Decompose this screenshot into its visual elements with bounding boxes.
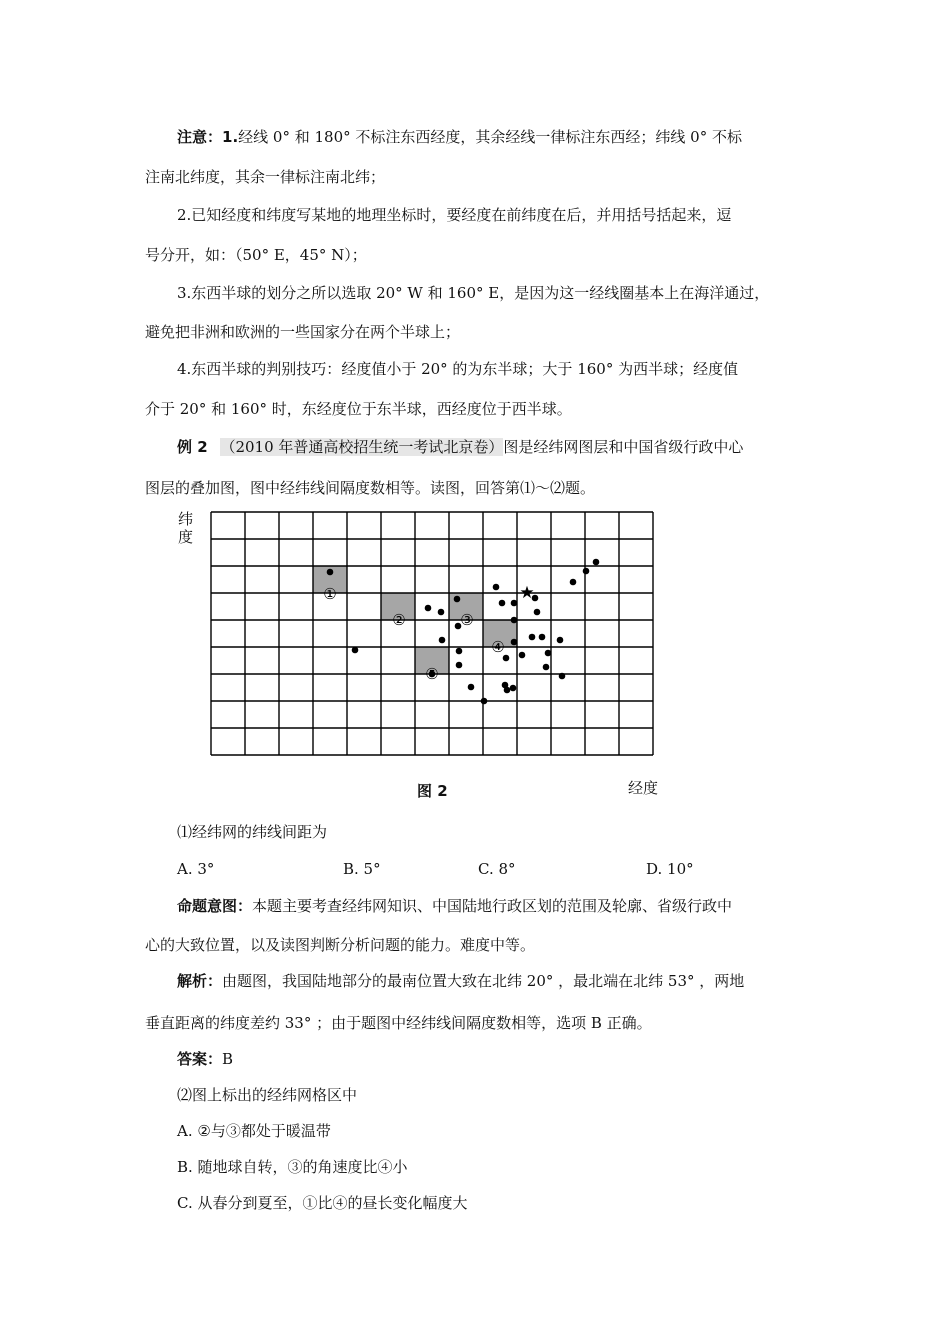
capital-dot [511, 600, 518, 607]
capital-dot [439, 637, 446, 644]
analysis-text: 由题图，我国陆地部分的最南位置大致在北纬 20° ，最北端在北纬 53° ，两地 [222, 972, 745, 990]
capital-star-icon: ★ [519, 583, 535, 603]
example-label: 例 2 [177, 438, 208, 456]
capital-dot [557, 637, 564, 644]
capital-dot [481, 698, 488, 705]
analysis-line-1 [177, 971, 744, 991]
answer-label: 答案： [177, 1050, 223, 1068]
capital-dot [499, 600, 506, 607]
q2-stem: ⑵图上标出的经纬网格区中 [177, 1086, 358, 1104]
note-4-line-2: 介于 20° 和 160° 时，东经度位于东半球，西经度位于西半球。 [145, 400, 572, 418]
capital-dot [327, 569, 334, 576]
note-1-number: 1. [222, 128, 239, 146]
note-1-line-1 [177, 127, 742, 147]
region-label-3: ③ [460, 611, 474, 629]
intent-line-2: 心的大致位置，以及读图判断分析问题的能力。难度中等。 [145, 936, 536, 954]
grid-lines [211, 512, 653, 755]
capital-dot [539, 634, 546, 641]
capital-dot [529, 634, 536, 641]
capital-dot [352, 647, 359, 654]
note-2-line-1: 2.已知经度和纬度写某地的地理坐标时，要经度在前纬度在后，并用括号括起来，逗 [177, 206, 732, 224]
note-1-line-2: 注南北纬度，其余一律标注南北纬； [145, 168, 386, 186]
q2-option-c: C. 从春分到夏至，①比④的昼长变化幅度大 [177, 1194, 468, 1212]
answer-value: B [222, 1050, 234, 1068]
capital-dot [534, 609, 541, 616]
region-label-4: ④ [491, 638, 505, 656]
note-label: 注意： [177, 128, 223, 146]
intent-line-1 [177, 896, 732, 916]
region-label-5: ⑤ [425, 665, 439, 683]
intent-text: 本题主要考查经纬网知识、中国陆地行政区划的范围及轮廓、省级行政中 [252, 897, 733, 915]
intent-label: 命题意图： [177, 897, 253, 915]
capital-dot [468, 684, 475, 691]
capital-dot [543, 664, 550, 671]
capital-dot [454, 596, 461, 603]
example-line-2: 图层的叠加图，图中经纬线间隔度数相等。读图，回答第⑴～⑵题。 [145, 479, 596, 497]
capital-dot [504, 687, 511, 694]
q1-option-a: A. 3° [177, 860, 215, 878]
capital-dot [583, 568, 590, 575]
capital-dot [510, 685, 517, 692]
note-4-line-1: 4.东西半球的判别技巧：经度值小于 20° 的为东半球；大于 160° 为西半球；经度值 [177, 360, 739, 378]
capital-dot [438, 609, 445, 616]
capital-dot [519, 652, 526, 659]
graticule-figure [170, 505, 670, 775]
capital-dot [559, 673, 566, 680]
y-axis-label-2: 度 [178, 528, 194, 546]
note-3-line-2: 避免把非洲和欧洲的一些国家分在两个半球上； [145, 323, 461, 341]
region-label-2: ② [392, 611, 406, 629]
capital-dot [593, 559, 600, 566]
capital-dot [493, 584, 500, 591]
q1-stem: ⑴经纬网的纬线间距为 [177, 823, 328, 841]
q1-option-c: C. 8° [478, 860, 516, 878]
capital-dots [327, 559, 600, 705]
region-label-1: ① [323, 585, 337, 603]
capital-dot [570, 579, 577, 586]
q2-option-a: A. ②与③都处于暖温带 [177, 1122, 331, 1140]
note-3-line-1: 3.东西半球的划分之所以选取 20° W 和 160° E，是因为这一经线圈基本上在海洋通过， [177, 284, 770, 302]
capital-dot [456, 662, 463, 669]
capital-dot [425, 605, 432, 612]
q1-option-b: B. 5° [343, 860, 381, 878]
capital-dot [545, 650, 552, 657]
analysis-line-2: 垂直距离的纬度差约 33° ；由于题图中经纬线间隔度数相等，选项 B 正确。 [145, 1014, 652, 1032]
capital-dot [511, 617, 518, 624]
capital-dot [456, 648, 463, 655]
example-text: 图是经纬网图层和中国省级行政中心 [503, 438, 744, 456]
q1-option-d: D. 10° [646, 860, 694, 878]
note-1-text: 经线 0° 和 180° 不标注东西经度，其余经线一律标注东西经；纬线 0° 不标 [238, 128, 742, 146]
x-axis-label: 经度 [628, 779, 659, 797]
example-line-1 [177, 437, 743, 457]
example-source: （2010 年普通高校招生统一考试北京卷） [220, 438, 504, 456]
figure-caption: 图 2 [417, 782, 448, 800]
analysis-label: 解析： [177, 972, 223, 990]
q2-option-b: B. 随地球自转，③的角速度比④小 [177, 1158, 408, 1176]
note-2-line-2: 号分开，如：（50° E，45° N）； [145, 246, 367, 264]
capital-dot [511, 639, 518, 646]
answer-line [177, 1049, 233, 1069]
y-axis-label-1: 纬 [178, 510, 194, 528]
